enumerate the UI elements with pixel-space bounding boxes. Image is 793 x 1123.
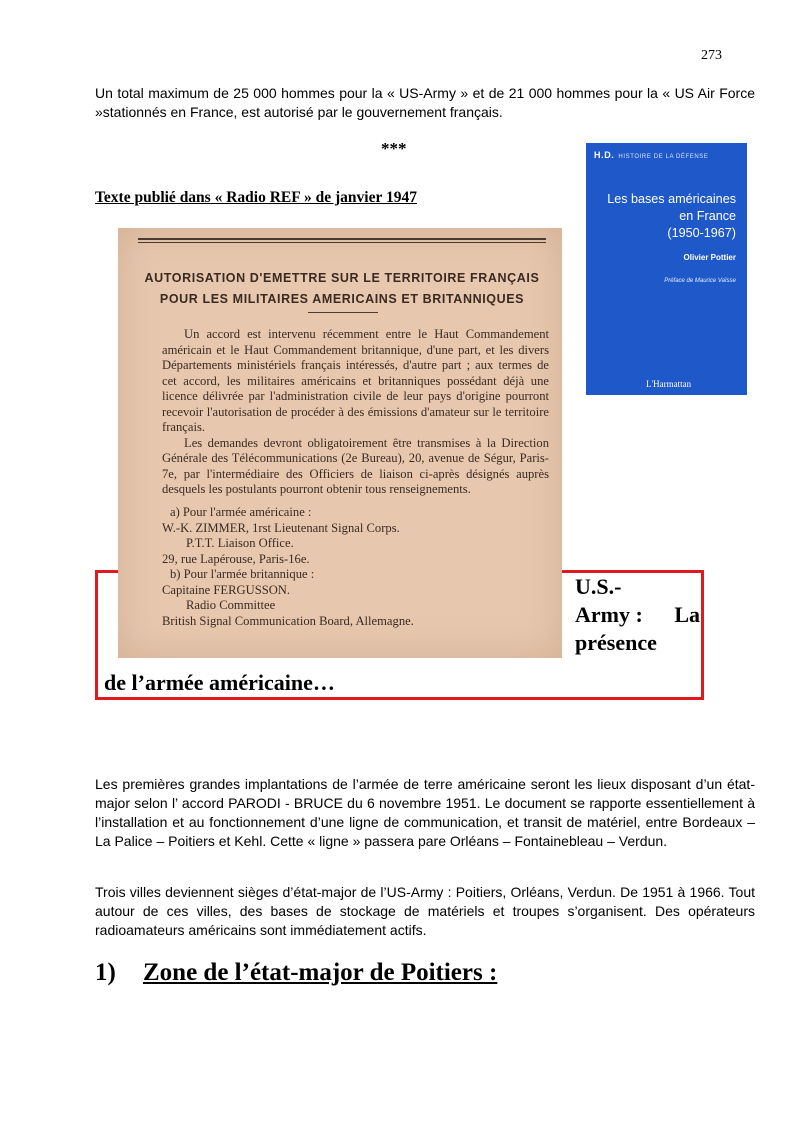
zone-heading-number: 1)	[95, 959, 116, 986]
clipping-top-rule-thin	[138, 242, 546, 243]
cover-title-line2: en France	[679, 209, 736, 223]
clipping-heading-line2: POUR LES MILITAIRES AMERICAINS ET BRITANNIQUES	[159, 292, 525, 306]
cover-preface: Préface de Maurice Vaïsse	[664, 278, 736, 284]
army-caption-line2a: Army :	[575, 602, 643, 627]
army-caption-line3: présence	[575, 630, 657, 655]
clipping-heading-line1: AUTORISATION D'EMETTRE SUR LE TERRITOIRE FRANÇAIS	[144, 271, 540, 285]
body-paragraph-1: Les premières grandes implantations de l’armée de terre américaine seront les lieux disposant d’un état-major selon l’ accord PARODI - BRUCE du 6 novembre 1951. Le document se rapporte essentiellement à l’installation et au fonctionnement d’une ligne de communication, et transit de matériel, entre Bordeaux – La Palice – Poitiers et Kehl. Cette « ligne » passera pare Orléans – Fontainebleau – Verdun.	[95, 776, 755, 849]
book-cover-image	[586, 143, 747, 395]
cover-publisher: L'Harmattan	[646, 379, 692, 389]
clipping-paragraph1: Un accord est intervenu récemment entre le Haut Commandement américain et le Haut Commandement britannique, d'une part, et les divers Départements ministériels français intéressés, d'autre part ; aux termes de cet accord, les militaires américains et britanniques possédant déjà une licence délivrée par l'administration civile de leur pays d'origine pourront recevoir l'autorisation de procéder à des émissions d'amateur sur le territoire français.	[162, 327, 549, 434]
clipping-item-b-board: British Signal Communication Board, Allemagne.	[162, 613, 414, 628]
cover-title	[586, 191, 736, 242]
clipping-item-a-name: W.-K. ZIMMER, 1rst Lieutenant Signal Corps.	[162, 520, 400, 535]
clipping-body	[162, 327, 549, 498]
army-caption-line2b: La	[674, 602, 700, 627]
clipping-item-a-office: P.T.T. Liaison Office.	[186, 536, 294, 550]
intro-paragraph: Un total maximum de 25 000 hommes pour la « US-Army » et de 21 000 hommes pour la « US Air Force »stationnés en France, est autorisé par le gouvernement français.	[95, 85, 755, 120]
zone-heading	[95, 959, 497, 987]
clipping-item-a-address: 29, rue Lapérouse, Paris-16e.	[162, 551, 310, 566]
army-caption	[575, 573, 700, 657]
cover-title-line3: (1950-1967)	[667, 226, 736, 240]
separator: ***	[381, 139, 407, 158]
section-heading: Texte publié dans « Radio REF » de janvier 1947	[95, 189, 417, 206]
cover-series-logo: H.D.	[594, 150, 615, 160]
radio-ref-clipping	[118, 228, 562, 658]
army-caption-line2	[575, 601, 700, 629]
cover-author: Olivier Pottier	[683, 253, 736, 262]
army-caption-line1: U.S.-	[575, 574, 622, 599]
body-paragraph-2: Trois villes deviennent sièges d’état-major de l’US-Army : Poitiers, Orléans, Verdun. De 1951 à 1966. Tout autour de ces villes, des bases de stockage de matériels et troupes s’organisent. Des opérateurs radioamateurs américains sont immédiatement actifs.	[95, 884, 755, 938]
cover-series	[594, 150, 744, 160]
clipping-list	[162, 505, 549, 629]
army-caption-continuation: de l’armée américaine…	[104, 670, 335, 695]
cover-series-name: HISTOIRE DE LA DÉFENSE	[618, 154, 709, 160]
clipping-top-rule	[138, 238, 546, 240]
clipping-heading	[138, 268, 546, 310]
cover-title-line1: Les bases américaines	[607, 192, 736, 206]
clipping-item-b-label: b) Pour l'armée britannique :	[170, 567, 315, 581]
clipping-divider	[308, 312, 378, 313]
page-number: 273	[701, 48, 722, 63]
zone-heading-text: Zone de l’état-major de Poitiers :	[143, 959, 498, 986]
clipping-paragraph2: Les demandes devront obligatoirement être transmises à la Direction Générale des Télécommunications (2e Bureau), 20, avenue de Ségur, Paris-7e, par l'intermédiaire des Officiers de liaison ci-après désignés auprès desquels les postulants pourront obtenir tous renseignements.	[162, 435, 549, 496]
clipping-item-a-label: a) Pour l'armée américaine :	[170, 505, 312, 519]
clipping-item-b-committee: Radio Committee	[186, 598, 276, 612]
clipping-item-b-name: Capitaine FERGUSSON.	[162, 582, 291, 597]
